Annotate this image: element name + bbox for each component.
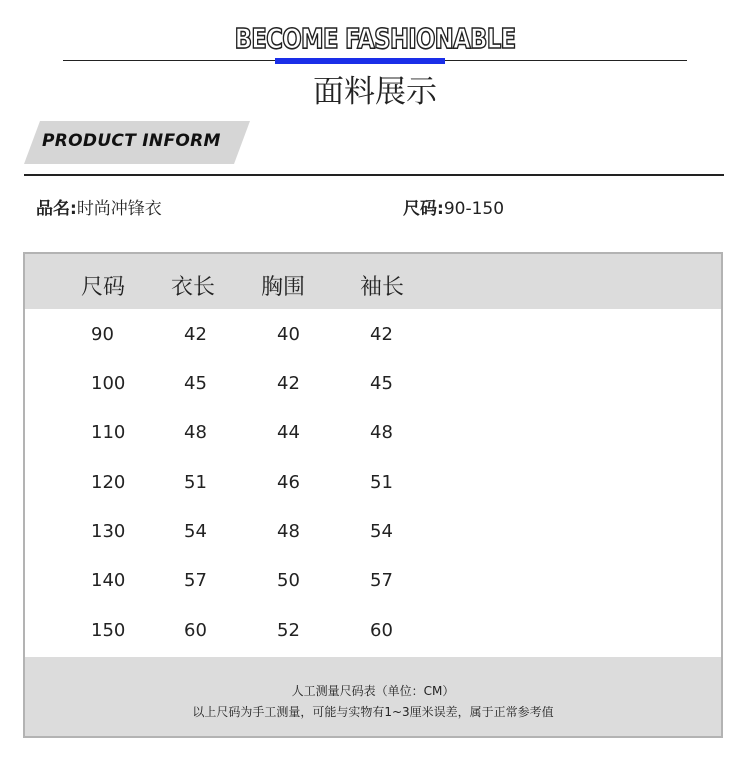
table-row bbox=[25, 373, 721, 403]
cell-length: 60 bbox=[184, 620, 207, 641]
cell-sleeve: 48 bbox=[370, 422, 393, 443]
section-divider bbox=[24, 174, 724, 176]
table-row bbox=[25, 620, 721, 650]
cell-sleeve: 60 bbox=[370, 620, 393, 641]
cell-chest: 50 bbox=[277, 570, 300, 591]
cell-size: 100 bbox=[91, 373, 126, 394]
column-header-chest: 胸围 bbox=[261, 275, 306, 300]
cell-sleeve: 54 bbox=[370, 521, 393, 542]
title-accent-bar bbox=[275, 58, 445, 64]
size-table-footer bbox=[25, 657, 721, 736]
cell-chest: 52 bbox=[277, 620, 300, 641]
table-row bbox=[25, 570, 721, 600]
table-row bbox=[25, 472, 721, 502]
size-table bbox=[23, 252, 723, 738]
cell-sleeve: 42 bbox=[370, 324, 393, 345]
cell-length: 48 bbox=[184, 422, 207, 443]
column-header-length: 衣长 bbox=[171, 275, 216, 300]
cell-chest: 40 bbox=[277, 324, 300, 345]
cell-size: 140 bbox=[91, 570, 126, 591]
table-row bbox=[25, 521, 721, 551]
cell-chest: 42 bbox=[277, 373, 300, 394]
cell-size: 130 bbox=[91, 521, 126, 542]
size-range-label: 尺码: bbox=[403, 199, 444, 219]
cell-size: 150 bbox=[91, 620, 126, 641]
product-name bbox=[36, 194, 162, 219]
cell-chest: 46 bbox=[277, 472, 300, 493]
product-size-range bbox=[403, 194, 504, 219]
size-range-value: 90-150 bbox=[443, 199, 505, 219]
cell-length: 57 bbox=[184, 570, 207, 591]
product-name-value: 时尚冲锋衣 bbox=[76, 199, 162, 219]
cell-sleeve: 57 bbox=[370, 570, 393, 591]
table-row bbox=[25, 422, 721, 452]
english-title: BECOME FASHIONABLE bbox=[234, 22, 516, 55]
footer-disclaimer: 以上尺码为手工测量，可能与实物有1~3厘米误差，属于正常参考值 bbox=[192, 705, 554, 719]
cell-sleeve: 51 bbox=[370, 472, 393, 493]
footer-unit-note: 人工测量尺码表（单位：CM） bbox=[291, 684, 455, 698]
cell-size: 110 bbox=[91, 422, 126, 443]
cell-sleeve: 45 bbox=[370, 373, 393, 394]
column-header-size: 尺码 bbox=[81, 275, 126, 300]
cell-size: 90 bbox=[91, 324, 114, 345]
column-header-sleeve: 袖长 bbox=[360, 275, 405, 300]
cell-chest: 48 bbox=[277, 521, 300, 542]
cell-length: 42 bbox=[184, 324, 207, 345]
size-table-header bbox=[25, 254, 721, 309]
table-row bbox=[25, 324, 721, 354]
product-tag-label: PRODUCT INFORM bbox=[42, 131, 221, 151]
cell-length: 45 bbox=[184, 373, 207, 394]
cell-length: 51 bbox=[184, 472, 207, 493]
product-name-label: 品名: bbox=[36, 199, 77, 219]
cell-size: 120 bbox=[91, 472, 126, 493]
chinese-title: 面料展示 bbox=[313, 74, 437, 110]
cell-length: 54 bbox=[184, 521, 207, 542]
cell-chest: 44 bbox=[277, 422, 300, 443]
